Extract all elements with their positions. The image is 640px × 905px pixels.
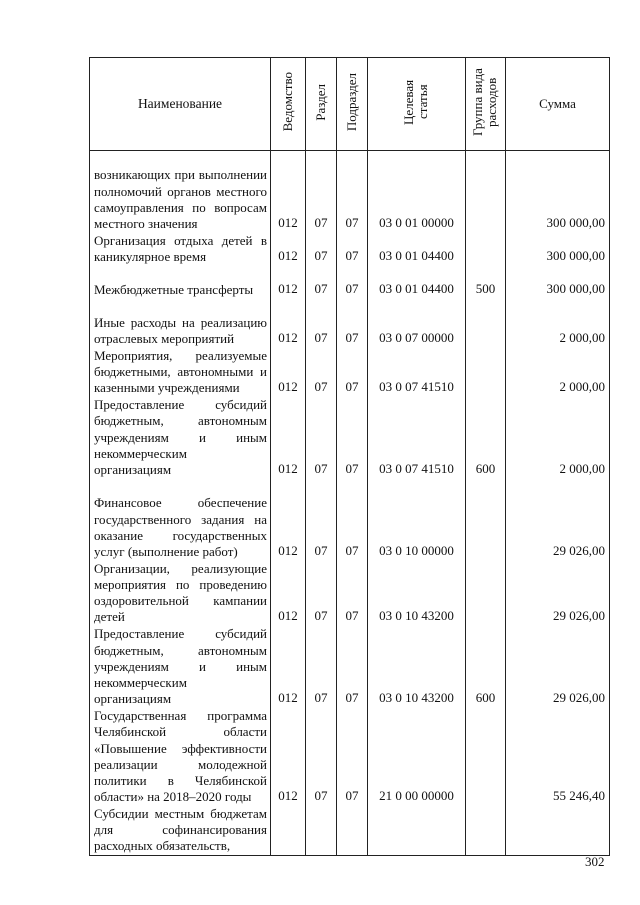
row-summa: 2 000,00: [506, 397, 610, 479]
row-razdel: 07: [306, 348, 337, 397]
row-ved: 012: [271, 348, 306, 397]
row-ved: 012: [271, 266, 306, 299]
row-name: возникающих при выполнении полномочий органов местного самоуправления по вопросам местного значения: [90, 151, 271, 233]
page-number: 302: [585, 854, 605, 869]
row-summa: [506, 806, 610, 855]
row-podrazdel: 07: [337, 233, 368, 266]
row-podrazdel: 07: [337, 561, 368, 626]
row-gruppa: 500: [466, 266, 506, 299]
row-celevaya: 03 0 07 41510: [368, 397, 466, 479]
row-summa: 300 000,00: [506, 151, 610, 233]
row-ved: 012: [271, 299, 306, 348]
row-podrazdel: 07: [337, 266, 368, 299]
row-podrazdel: 07: [337, 348, 368, 397]
row-razdel: 07: [306, 708, 337, 806]
header-podrazdel: [337, 58, 368, 151]
header-vedomstvo-label: Ведомство: [280, 72, 295, 132]
row-celevaya: 03 0 10 00000: [368, 479, 466, 561]
row-celevaya: 21 0 00 00000: [368, 708, 466, 806]
header-razdel-label: Раздел: [313, 83, 328, 121]
header-summa: Сумма: [506, 58, 610, 151]
table-row: [90, 561, 610, 626]
row-ved: 012: [271, 397, 306, 479]
row-summa: 300 000,00: [506, 266, 610, 299]
header-celevaya: [368, 58, 466, 151]
row-celevaya: 03 0 01 04400: [368, 266, 466, 299]
row-gruppa: 600: [466, 397, 506, 479]
row-name: Иные расходы на реализацию отраслевых мероприятий: [90, 299, 271, 348]
row-gruppa: [466, 348, 506, 397]
row-celevaya: 03 0 07 00000: [368, 299, 466, 348]
row-razdel: [306, 806, 337, 855]
table-row: [90, 299, 610, 348]
row-podrazdel: 07: [337, 397, 368, 479]
row-podrazdel: 07: [337, 479, 368, 561]
row-ved: [271, 806, 306, 855]
budget-table-container: [89, 57, 609, 854]
row-summa: 29 026,00: [506, 626, 610, 708]
row-name: Организации, реализующие мероприятия по проведению оздоровительной кампании детей: [90, 561, 271, 626]
table-row: [90, 397, 610, 479]
table-header-row: [90, 58, 610, 151]
row-podrazdel: 07: [337, 151, 368, 233]
row-podrazdel: 07: [337, 626, 368, 708]
row-podrazdel: [337, 806, 368, 855]
header-celevaya-label: Целевая статья: [400, 79, 430, 125]
table-row: [90, 626, 610, 708]
row-name: Организация отдыха детей в каникулярное время: [90, 233, 271, 266]
row-ved: 012: [271, 561, 306, 626]
row-gruppa: [466, 151, 506, 233]
table-row: [90, 266, 610, 299]
row-ved: 012: [271, 708, 306, 806]
row-razdel: 07: [306, 561, 337, 626]
table-row: [90, 708, 610, 806]
row-celevaya: 03 0 01 04400: [368, 233, 466, 266]
header-podrazdel-label: Подраздел: [344, 72, 359, 132]
row-razdel: 07: [306, 266, 337, 299]
row-gruppa: [466, 561, 506, 626]
row-name: Государственная программа Челябинской области «Повышение эффективности реализации молодежной политики в Челябинской области» на 2018–2020 годы: [90, 708, 271, 806]
row-celevaya: 03 0 01 00000: [368, 151, 466, 233]
row-summa: 2 000,00: [506, 348, 610, 397]
table-row: [90, 151, 610, 233]
row-name: Предоставление субсидий бюджетным, автономным учреждениям и иным некоммерческим организациям: [90, 397, 271, 479]
row-name: Межбюджетные трансферты: [90, 266, 271, 299]
row-gruppa: [466, 806, 506, 855]
row-ved: 012: [271, 233, 306, 266]
row-celevaya: 03 0 07 41510: [368, 348, 466, 397]
row-razdel: 07: [306, 397, 337, 479]
row-gruppa: [466, 479, 506, 561]
row-podrazdel: 07: [337, 708, 368, 806]
row-ved: 012: [271, 626, 306, 708]
row-ved: 012: [271, 479, 306, 561]
table-row: [90, 348, 610, 397]
row-summa: 300 000,00: [506, 233, 610, 266]
table-row: [90, 479, 610, 561]
row-name: Субсидии местным бюджетам для софинансирования расходных обязательств,: [90, 806, 271, 855]
row-razdel: 07: [306, 479, 337, 561]
header-gruppa-label: Группа вида расходов: [469, 68, 499, 136]
row-name: Мероприятия, реализуемые бюджетными, автономными и казенными учреждениями: [90, 348, 271, 397]
row-podrazdel: 07: [337, 299, 368, 348]
budget-table: [89, 57, 610, 856]
row-summa: 29 026,00: [506, 479, 610, 561]
row-summa: 2 000,00: [506, 299, 610, 348]
row-celevaya: [368, 806, 466, 855]
row-razdel: 07: [306, 151, 337, 233]
header-gruppa: [466, 58, 506, 151]
row-gruppa: 600: [466, 626, 506, 708]
row-razdel: 07: [306, 299, 337, 348]
table-row: [90, 806, 610, 855]
header-vedomstvo: [271, 58, 306, 151]
row-razdel: 07: [306, 626, 337, 708]
row-gruppa: [466, 233, 506, 266]
row-gruppa: [466, 299, 506, 348]
header-name: Наименование: [90, 58, 271, 151]
row-razdel: 07: [306, 233, 337, 266]
row-summa: 55 246,40: [506, 708, 610, 806]
row-gruppa: [466, 708, 506, 806]
row-summa: 29 026,00: [506, 561, 610, 626]
table-row: [90, 233, 610, 266]
row-celevaya: 03 0 10 43200: [368, 561, 466, 626]
header-razdel: [306, 58, 337, 151]
row-name: Финансовое обеспечение государственного задания на оказание государственных услуг (выполнение работ): [90, 479, 271, 561]
row-ved: 012: [271, 151, 306, 233]
row-name: Предоставление субсидий бюджетным, автономным учреждениям и иным некоммерческим организациям: [90, 626, 271, 708]
row-celevaya: 03 0 10 43200: [368, 626, 466, 708]
